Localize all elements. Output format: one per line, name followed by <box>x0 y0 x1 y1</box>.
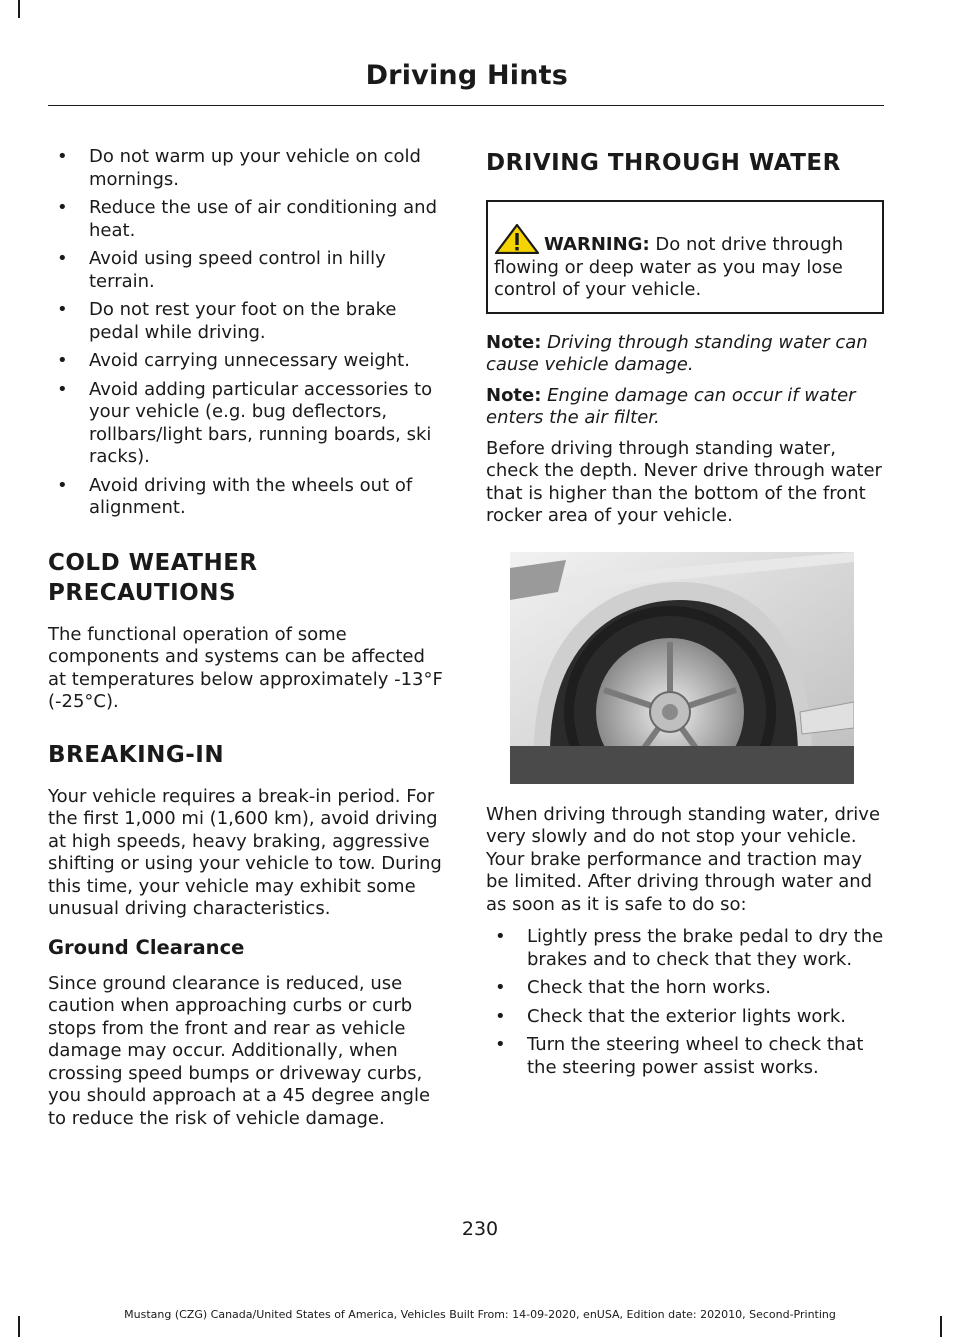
car-wheel-image <box>510 552 854 784</box>
warning-text: Do not drive through flowing or deep water as you may lose control of your vehicle. <box>494 234 844 300</box>
bullet-icon: • <box>57 474 68 496</box>
bullet-icon: • <box>57 146 68 167</box>
left-column <box>48 146 446 1130</box>
list-item: • Do not warm up your vehicle on cold mornings. <box>57 146 421 190</box>
bullet-icon: • <box>57 248 68 269</box>
page-title: Driving Hints <box>365 60 568 91</box>
bullet-icon: • <box>495 1005 506 1027</box>
bullet-icon: • <box>57 378 68 400</box>
bullet-icon: • <box>495 926 506 947</box>
wheel-water-illustration <box>510 552 854 784</box>
breaking-in-heading: BREAKING-IN <box>48 741 225 768</box>
depth-check-text: Before driving through standing water, check the depth. Never drive through water that is higher than the bottom of the front rocker area of your vehicle. <box>486 437 882 526</box>
cold-weather-text: The functional operation of some components and systems can be affected at temperatures below approximately -13°F (-25°C). <box>48 623 443 712</box>
list-item: • Check that the horn works. <box>495 977 771 998</box>
ground-clearance-text: Since ground clearance is reduced, use caution when approaching curbs or curb stops from the front and rear as vehicle damage may occur. Additionally, when crossing speed bumps or driveway curbs, you should approach at a 45 degree angle to reduce the risk of vehicle damage. <box>48 972 431 1129</box>
note-1: Note: Driving through standing water can cause vehicle damage. <box>486 331 868 375</box>
footer-text: Mustang (CZG) Canada/United States of America, Vehicles Built From: 14-09-2020, enUSA, Edition date: 202010, Second-Printing <box>124 1308 836 1321</box>
list-item: • Avoid adding particular accessories to your vehicle (e.g. bug deflectors, rollbars/light bars, running boards, ski racks). <box>57 378 433 467</box>
after-water-text: When driving through standing water, drive very slowly and do not stop your vehicle. Your brake performance and traction may be limited. After driving through water and as soon as it is safe to do so: <box>486 803 881 915</box>
bullet-icon: • <box>57 299 68 320</box>
bullet-icon: • <box>57 197 68 218</box>
fuel-tips-list <box>48 146 446 520</box>
ground-clearance-heading: Ground Clearance <box>48 935 245 959</box>
crop-mark-top-left <box>18 0 20 18</box>
bullet-icon: • <box>495 977 506 998</box>
bullet-icon: • <box>57 350 68 371</box>
after-water-checks-list <box>486 926 884 1079</box>
note-2: Note: Engine damage can occur if water enters the air filter. <box>486 384 856 428</box>
driving-through-water-heading: DRIVING THROUGH WATER <box>486 150 841 176</box>
list-item: • Avoid using speed control in hilly terrain. <box>57 248 386 292</box>
list-item: • Turn the steering wheel to check that the steering power assist works. <box>495 1034 864 1078</box>
breaking-in-text: Your vehicle requires a break-in period. For the first 1,000 mi (1,600 km), avoid driving at high speeds, heavy braking, aggressive shifting or using your vehicle to tow. During this time, your vehicle may exhibit some unusual driving characteristics. <box>48 785 442 919</box>
list-item: • Check that the exterior lights work. <box>495 1005 846 1027</box>
warning-triangle-icon <box>494 224 540 254</box>
list-item: • Avoid carrying unnecessary weight. <box>57 350 410 371</box>
list-item: • Do not rest your foot on the brake pedal while driving. <box>57 299 397 343</box>
list-item: • Lightly press the brake pedal to dry the brakes and to check that they work. <box>495 926 884 970</box>
list-item: • Avoid driving with the wheels out of alignment. <box>57 474 413 518</box>
page-number: 230 <box>461 1218 499 1240</box>
list-item: • Reduce the use of air conditioning and heat. <box>57 197 438 241</box>
cold-weather-heading: COLD WEATHER PRECAUTIONS <box>48 549 258 606</box>
header-divider <box>48 105 884 106</box>
warning-box <box>486 200 884 314</box>
bullet-icon: • <box>495 1034 506 1055</box>
right-column <box>486 146 884 1085</box>
warning-label: WARNING: <box>544 234 650 255</box>
